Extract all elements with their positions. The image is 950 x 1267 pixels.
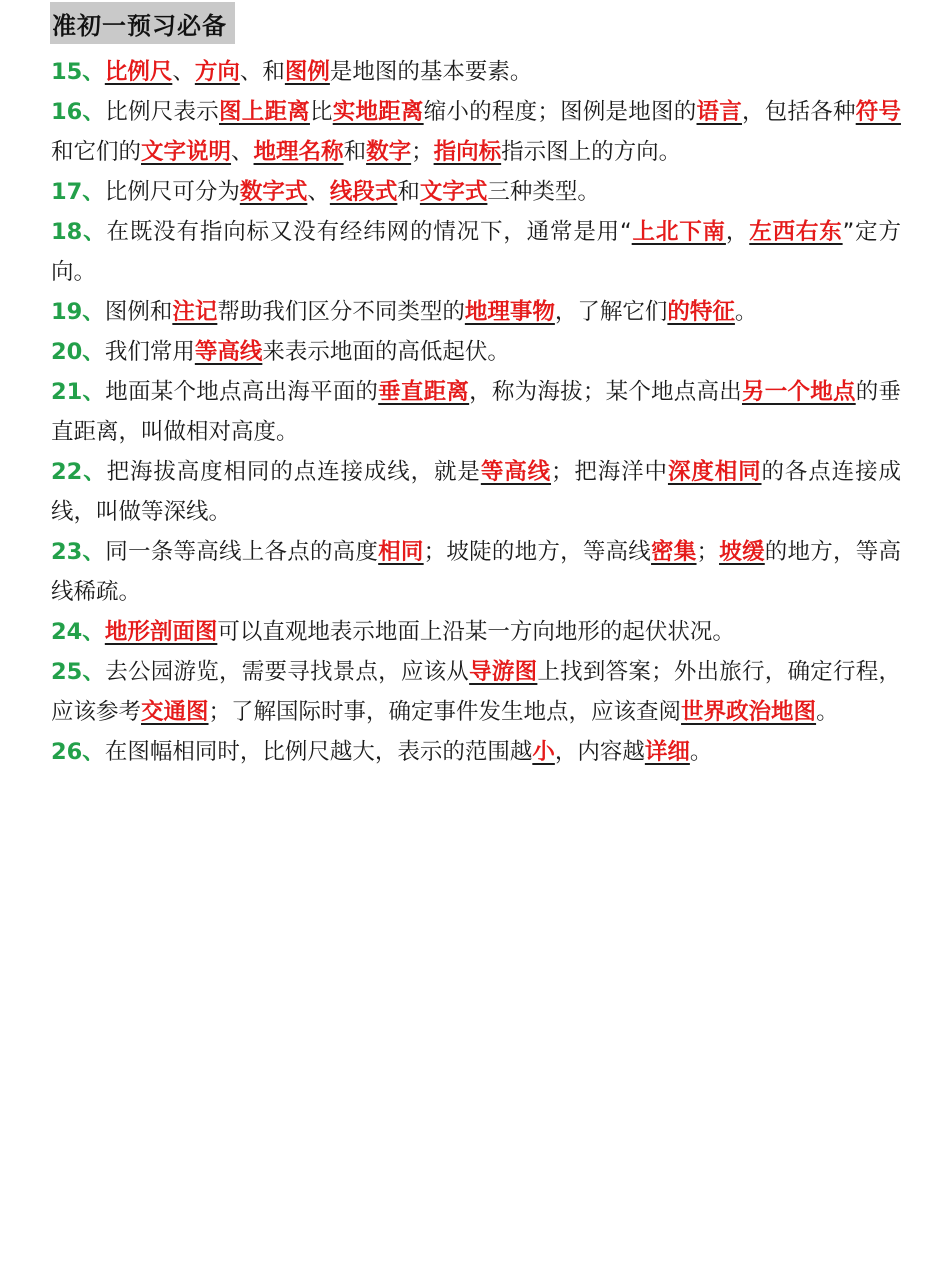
answer-keyword: 导游图: [469, 659, 538, 685]
item-text: 地面某个地点高出海平面的: [105, 379, 379, 405]
item-text: ，称为海拔；某个地点高出: [469, 379, 743, 405]
item-text: 和它们的: [51, 139, 142, 165]
item-text: 比例尺表示: [105, 99, 219, 125]
item-text: 。: [734, 299, 758, 325]
item-number: 26、: [51, 739, 105, 765]
answer-keyword: 深度相同: [667, 459, 762, 485]
answer-keyword: 地形剖面图: [104, 619, 218, 645]
note-item: [51, 172, 901, 212]
item-number: 15、: [51, 59, 105, 85]
item-text: 在既没有指向标又没有经纬网的情况下，通常是用“: [106, 219, 632, 245]
item-text: ”定方向。: [51, 219, 901, 285]
note-item: [51, 92, 901, 172]
note-item: [51, 732, 901, 772]
item-text: 三种类型。: [487, 179, 600, 205]
item-text: 图例和: [104, 299, 173, 325]
item-text: 的各点连接成线，叫做等深线。: [51, 459, 901, 525]
answer-keyword: 地理名称: [253, 139, 344, 165]
item-text: 把海拔高度相同的点连接成线，就是: [106, 459, 481, 485]
item-text: 在图幅相同时，比例尺越大，表示的范围越: [104, 739, 533, 765]
item-text: ，内容越: [554, 739, 645, 765]
item-text: 、和: [239, 59, 285, 85]
item-text: ；: [696, 539, 720, 565]
item-text: 来表示地面的高低起伏。: [262, 339, 510, 365]
answer-keyword: 线段式: [329, 179, 398, 205]
answer-keyword: 符号: [855, 99, 901, 125]
item-text: 去公园游览，需要寻找景点，应该从: [105, 659, 470, 685]
answer-keyword: 图上距离: [219, 99, 310, 125]
item-text: ；坡陡的地方，等高线: [423, 539, 652, 565]
item-text: 缩小的程度；图例是地图的: [423, 99, 697, 125]
note-item: [51, 332, 901, 372]
answer-keyword: 数字式: [239, 179, 308, 205]
item-text: 。: [816, 699, 839, 725]
answer-keyword: 地理事物: [464, 299, 555, 325]
answer-keyword: 相同: [378, 539, 424, 565]
answer-keyword: 等高线: [480, 459, 551, 485]
answer-keyword: 图例: [284, 59, 330, 85]
answer-keyword: 文字式: [419, 179, 488, 205]
item-text: 。: [689, 739, 713, 765]
item-text: 指示图上的方向。: [501, 139, 682, 165]
answer-keyword: 左西右东: [749, 219, 843, 245]
item-number: 24、: [51, 619, 105, 645]
answer-keyword: 数字: [366, 139, 412, 165]
answer-keyword: 比例尺: [104, 59, 173, 85]
answer-keyword: 详细: [644, 739, 690, 765]
note-item: [51, 532, 901, 612]
answer-keyword: 交通图: [141, 699, 209, 725]
answer-keyword: 文字说明: [141, 139, 232, 165]
item-text: 、: [172, 59, 195, 85]
note-item: [51, 292, 901, 332]
item-text: 是地图的基本要素。: [329, 59, 533, 85]
answer-keyword: 密集: [651, 539, 697, 565]
item-number: 17、: [51, 179, 105, 205]
item-text: ，了解它们: [554, 299, 668, 325]
answer-keyword: 另一个地点: [742, 379, 856, 405]
answer-keyword: 上北下南: [631, 219, 726, 245]
item-number: 25、: [51, 659, 106, 685]
item-text: 和: [343, 139, 367, 165]
item-text: 上找到答案；外出旅行，确定行程，应该参考: [51, 659, 901, 725]
item-text: 、: [231, 139, 254, 165]
item-number: 16、: [51, 99, 106, 125]
notes-list: [51, 52, 901, 772]
item-text: 帮助我们区分不同类型的: [217, 299, 465, 325]
note-item: [51, 212, 901, 292]
item-text: 和: [397, 179, 420, 205]
item-text: 的地方，等高线稀疏。: [51, 539, 901, 605]
answer-keyword: 实地距离: [332, 99, 424, 125]
item-text: ，包括各种: [742, 99, 856, 125]
item-number: 19、: [51, 299, 105, 325]
answer-keyword: 的特征: [667, 299, 735, 325]
item-text: 、: [307, 179, 330, 205]
answer-keyword: 注记: [172, 299, 218, 325]
item-text: 我们常用: [104, 339, 195, 365]
note-item: [51, 612, 901, 652]
item-text: 可以直观地表示地面上沿某一方向地形的起伏状况。: [217, 619, 735, 645]
note-item: [51, 452, 901, 532]
page-title: 准初一预习必备: [50, 2, 235, 44]
answer-keyword: 坡缓: [719, 539, 765, 565]
answer-keyword: 指向标: [433, 139, 502, 165]
note-item: [51, 52, 901, 92]
item-text: ；了解国际时事，确定事件发生地点，应该查阅: [208, 699, 682, 725]
item-number: 22、: [51, 459, 107, 485]
item-text: 比例尺可分为: [104, 179, 240, 205]
answer-keyword: 垂直距离: [378, 379, 470, 405]
item-text: ；: [411, 139, 434, 165]
answer-keyword: 方向: [194, 59, 240, 85]
item-number: 20、: [51, 339, 105, 365]
note-item: [51, 652, 901, 732]
note-item: [51, 372, 901, 452]
answer-keyword: 等高线: [194, 339, 263, 365]
item-text: 同一条等高线上各点的高度: [105, 539, 379, 565]
answer-keyword: 世界政治地图: [681, 699, 817, 725]
item-number: 18、: [51, 219, 107, 245]
item-text: ，: [725, 219, 750, 245]
answer-keyword: 小: [532, 739, 555, 765]
item-number: 21、: [51, 379, 106, 405]
item-text: ；把海洋中: [551, 459, 668, 485]
item-text: 的垂直距离，叫做相对高度。: [51, 379, 901, 445]
item-number: 23、: [51, 539, 106, 565]
answer-keyword: 语言: [696, 99, 742, 125]
item-text: 比: [309, 99, 333, 125]
